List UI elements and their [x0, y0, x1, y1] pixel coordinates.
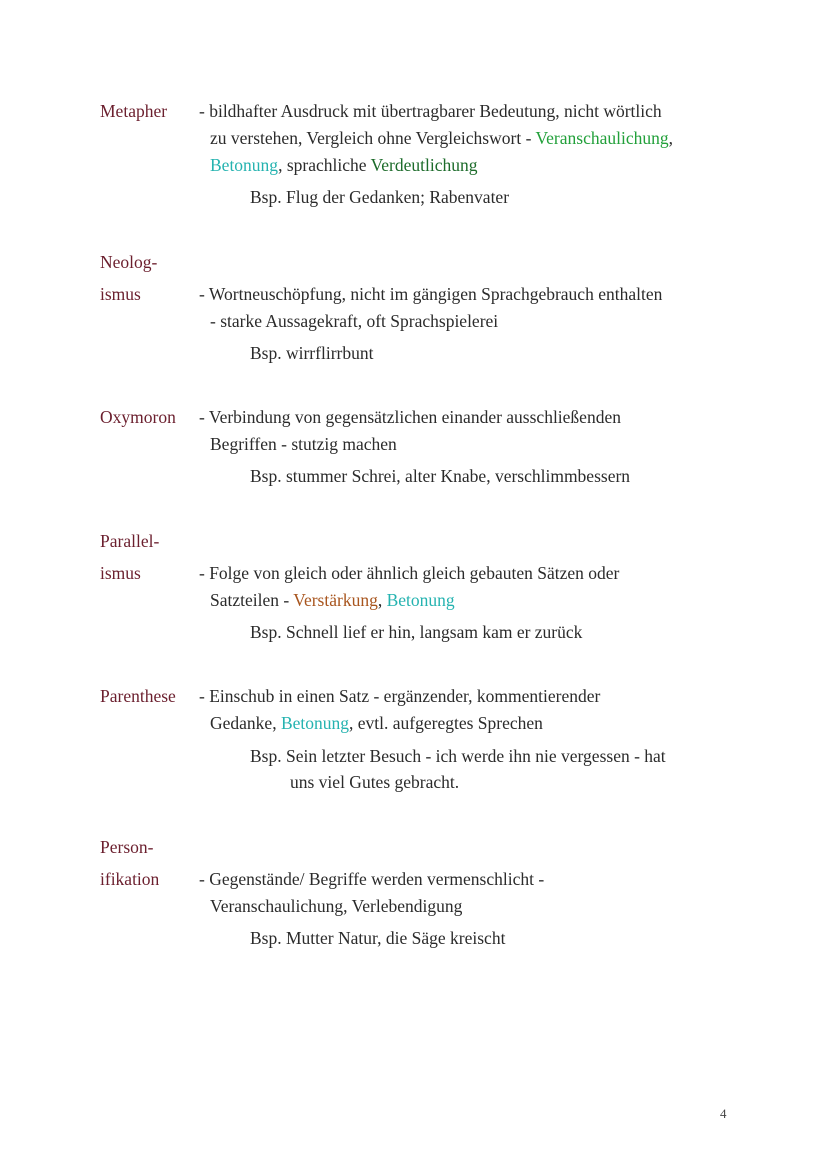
term-neologismus-part1: Neolog- — [100, 252, 158, 272]
metapher-keyword-veranschaulichung: Veranschaulichung — [535, 128, 669, 148]
parallelismus-definition-line1: - Folge von gleich oder ähnlich gleich gebauten Sätzen oder — [199, 563, 620, 583]
parenthese-line2-rest: , evtl. aufgeregtes Sprechen — [349, 713, 543, 733]
parenthese-keyword-betonung: Betonung — [280, 713, 350, 733]
personifikation-example: Bsp. Mutter Natur, die Säge kreischt — [250, 928, 506, 948]
term-oxymoron: Oxymoron — [100, 407, 176, 427]
page-number: 4 — [720, 1106, 727, 1121]
neologismus-definition-line2: - starke Aussagekraft, oft Sprachspielerei — [210, 311, 499, 331]
parallelismus-keyword-verstaerkung: Verstärkung — [293, 590, 378, 610]
oxymoron-definition-line2: Begriffen - stutzig machen — [210, 434, 397, 454]
oxymoron-example: Bsp. stummer Schrei, alter Knabe, verschlimmbessern — [250, 466, 631, 486]
parallelismus-line2-separator: , — [377, 590, 387, 610]
metapher-line3-text: , sprachliche — [278, 155, 371, 175]
parallelismus-line2-text: Satzteilen - — [210, 590, 294, 610]
term-personifikation-part2: ifikation — [100, 869, 160, 889]
personifikation-definition-line1: - Gegenstände/ Begriffe werden vermenschlicht - — [199, 869, 545, 889]
parenthese-example-line2: uns viel Gutes gebracht. — [290, 772, 460, 792]
parenthese-example-line1: Bsp. Sein letzter Besuch - ich werde ihn nie vergessen - hat — [250, 746, 666, 766]
parenthese-definition-line1: - Einschub in einen Satz - ergänzender, kommentierender — [199, 686, 601, 706]
metapher-line2-comma: , — [668, 128, 673, 148]
term-personifikation-part1: Person- — [100, 837, 154, 857]
oxymoron-definition-line1: - Verbindung von gegensätzlichen einander ausschließenden — [199, 407, 621, 427]
parallelismus-keyword-betonung: Betonung — [386, 590, 455, 610]
metapher-example: Bsp. Flug der Gedanken; Rabenvater — [250, 187, 510, 207]
neologismus-definition-line1: - Wortneuschöpfung, nicht im gängigen Sprachgebrauch enthalten — [199, 284, 663, 304]
metapher-definition-line3 — [210, 157, 477, 175]
metapher-definition-line2 — [210, 130, 673, 148]
metapher-keyword-betonung: Betonung — [210, 155, 279, 175]
metapher-definition-line1: - bildhafter Ausdruck mit übertragbarer Bedeutung, nicht wörtlich — [199, 101, 662, 121]
term-neologismus-part2: ismus — [100, 284, 141, 304]
term-parenthese: Parenthese — [100, 686, 176, 706]
term-parallelismus-part1: Parallel- — [100, 531, 160, 551]
neologismus-example: Bsp. wirrflirrbunt — [250, 343, 374, 363]
parenthese-definition-line2 — [210, 715, 543, 733]
metapher-line2-text: zu verstehen, Vergleich ohne Vergleichswort - — [210, 128, 536, 148]
parallelismus-definition-line2 — [210, 592, 455, 610]
term-metapher: Metapher — [100, 101, 168, 121]
metapher-keyword-verdeutlichung: Verdeutlichung — [370, 155, 478, 175]
term-parallelismus-part2: ismus — [100, 563, 141, 583]
parenthese-line2-text: Gedanke, — [210, 713, 281, 733]
parallelismus-example: Bsp. Schnell lief er hin, langsam kam er zurück — [250, 622, 583, 642]
personifikation-definition-line2: Veranschaulichung, Verlebendigung — [210, 896, 463, 916]
